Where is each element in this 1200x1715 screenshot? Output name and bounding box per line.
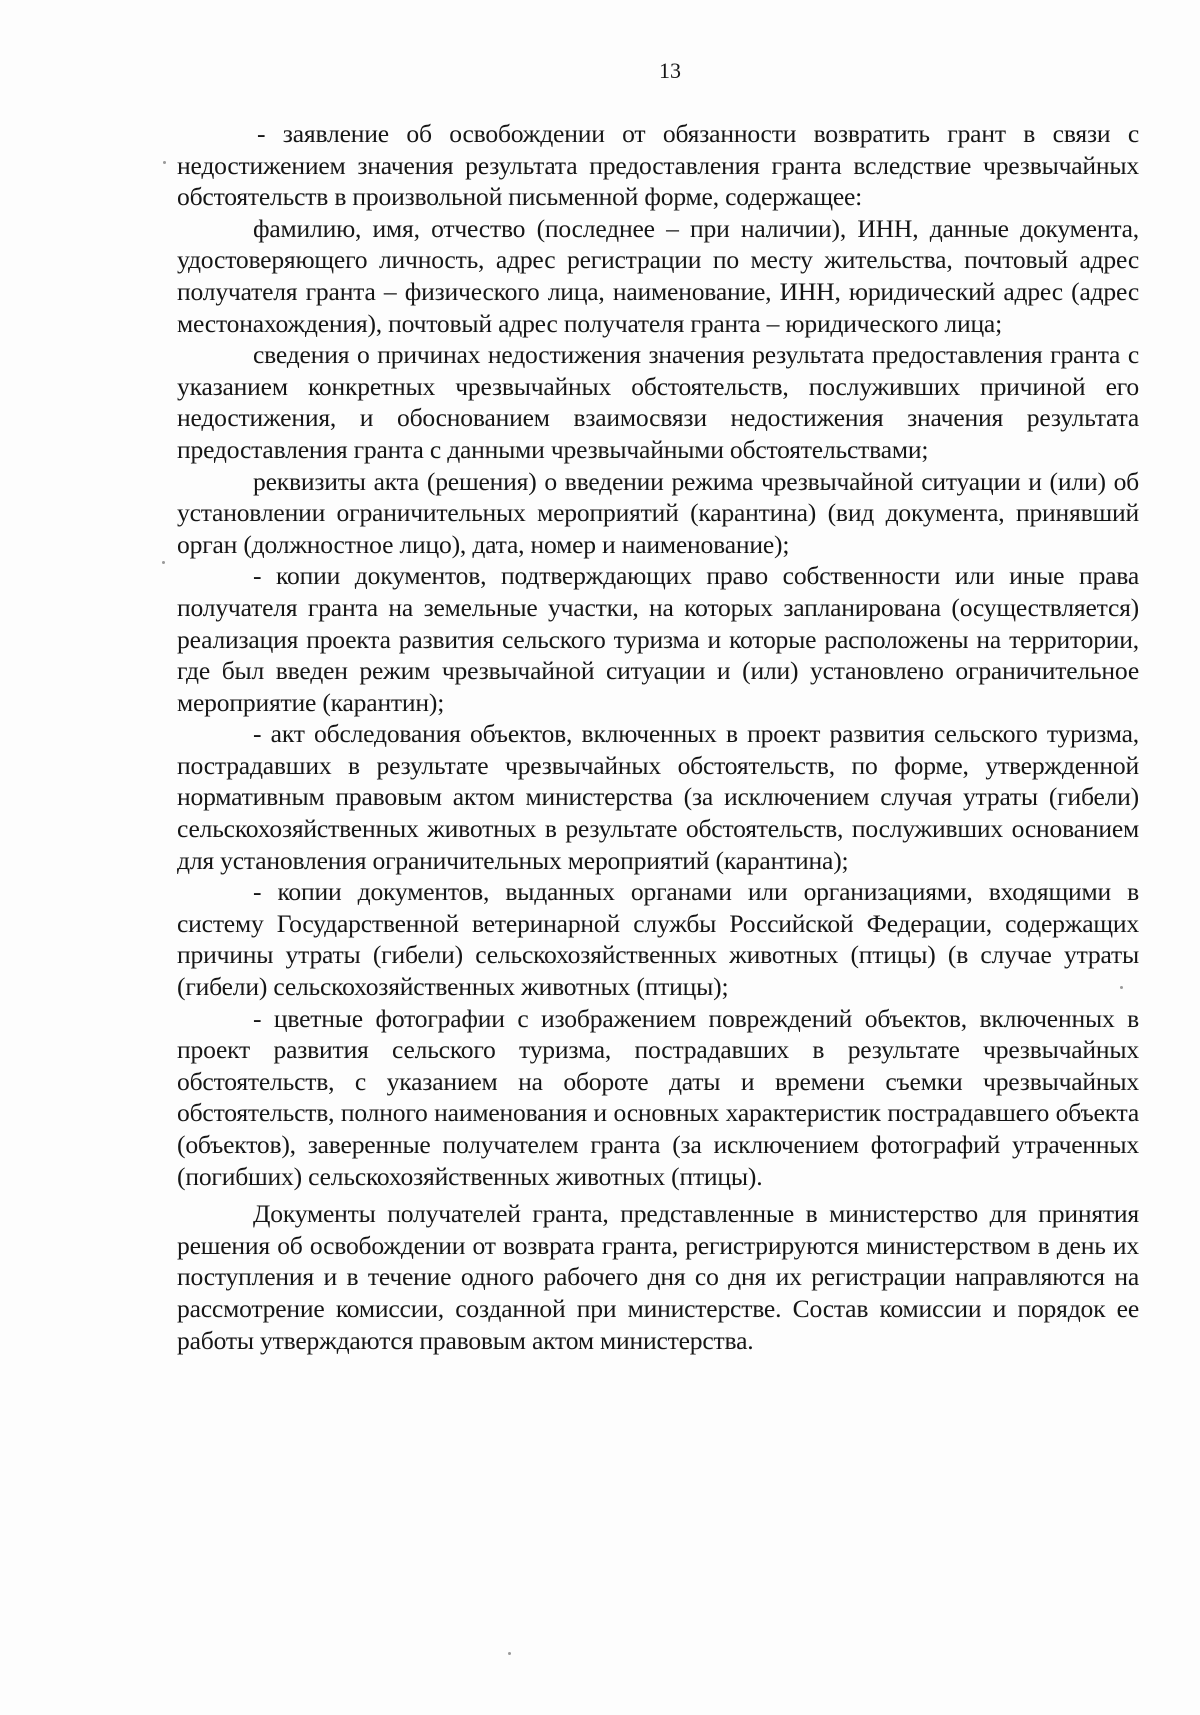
- scan-speck: [162, 561, 165, 564]
- paragraph-failure-reasons: сведения о причинах недостижения значения результата предоставления гранта с указанием конкретных чрезвычайных обстоятельств, послуживших причиной его недостижения, и обоснованием взаимосвязи недостижения значения результата предоставления гранта с данными чрезвычайными обстоятельствами;: [177, 340, 1139, 464]
- paragraph-application-statement: - заявление об освобождении от обязанности возвратить грант в связи с недостижением значения результата предоставления гранта вследствие чрезвычайных обстоятельств в произвольной письменной форме, содержащее:: [177, 119, 1139, 212]
- paragraph-land-ownership-copies: - копии документов, подтверждающих право собственности или иные права получателя гранта на земельные участки, на которых запланирована (осуществляется) реализация проекта развития сельского туризма и которые расположены на территории, где был введен режим чрезвычайной ситуации и (или) установлено ограничительное мероприятие (карантин);: [177, 561, 1139, 717]
- scan-speck: [1120, 986, 1123, 989]
- body-text: [177, 118, 1139, 1356]
- paragraph-inspection-act: - акт обследования объектов, включенных в проект развития сельского туризма, пострадавших в результате чрезвычайных обстоятельств, по форме, утвержденной нормативным правовым актом министерства (за исключением случая утраты (гибели) сельскохозяйственных животных в результате обстоятельств, послуживших основанием для установления ограничительных мероприятий (карантина);: [177, 719, 1139, 875]
- scan-speck: [163, 161, 166, 164]
- paragraph-veterinary-documents: - копии документов, выданных органами или организациями, входящими в систему Государственной ветеринарной службы Российской Федерации, содержащих причины утраты (гибели) сельскохозяйственных животных (птицы) (в случае утраты (гибели) сельскохозяйственных животных (птицы);: [177, 877, 1139, 1002]
- paragraph-registration-procedure: Документы получателей гранта, представленные в министерство для принятия решения об освобождении от возврата гранта, регистрируются министерством в день их поступления и в течение одного рабочего дня со дня их регистрации направляются на рассмотрение комиссии, созданной при министерстве. Состав комиссии и порядок ее работы утверждаются правовым актом министерства.: [177, 1199, 1139, 1355]
- scan-speck: [508, 1652, 511, 1655]
- paragraph-color-photographs: - цветные фотографии с изображением повреждений объектов, включенных в проект развития сельского туризма, пострадавших в результате чрезвычайных обстоятельств, с указанием на обороте даты и времени съемки чрезвычайных обстоятельств, полного наименования и основных характеристик пострадавшего объекта (объектов), заверенные получателем гранта (за исключением фотографий утраченных (погибших) сельскохозяйственных животных (птицы).: [177, 1003, 1139, 1191]
- paragraph-emergency-act-details: реквизиты акта (решения) о введении режима чрезвычайной ситуации и (или) об установлении ограничительных мероприятий (карантина) (вид документа, принявший орган (должностное лицо), дата, номер и наименование);: [177, 466, 1139, 559]
- paragraph-applicant-details: фамилию, имя, отчество (последнее – при наличии), ИНН, данные документа, удостоверяющего личность, адрес регистрации по месту жительства, почтовый адрес получателя гранта – физического лица, наименование, ИНН, юридический адрес (адрес местонахождения), почтовый адрес получателя гранта – юридического лица;: [177, 213, 1139, 338]
- page-number: 13: [659, 58, 681, 83]
